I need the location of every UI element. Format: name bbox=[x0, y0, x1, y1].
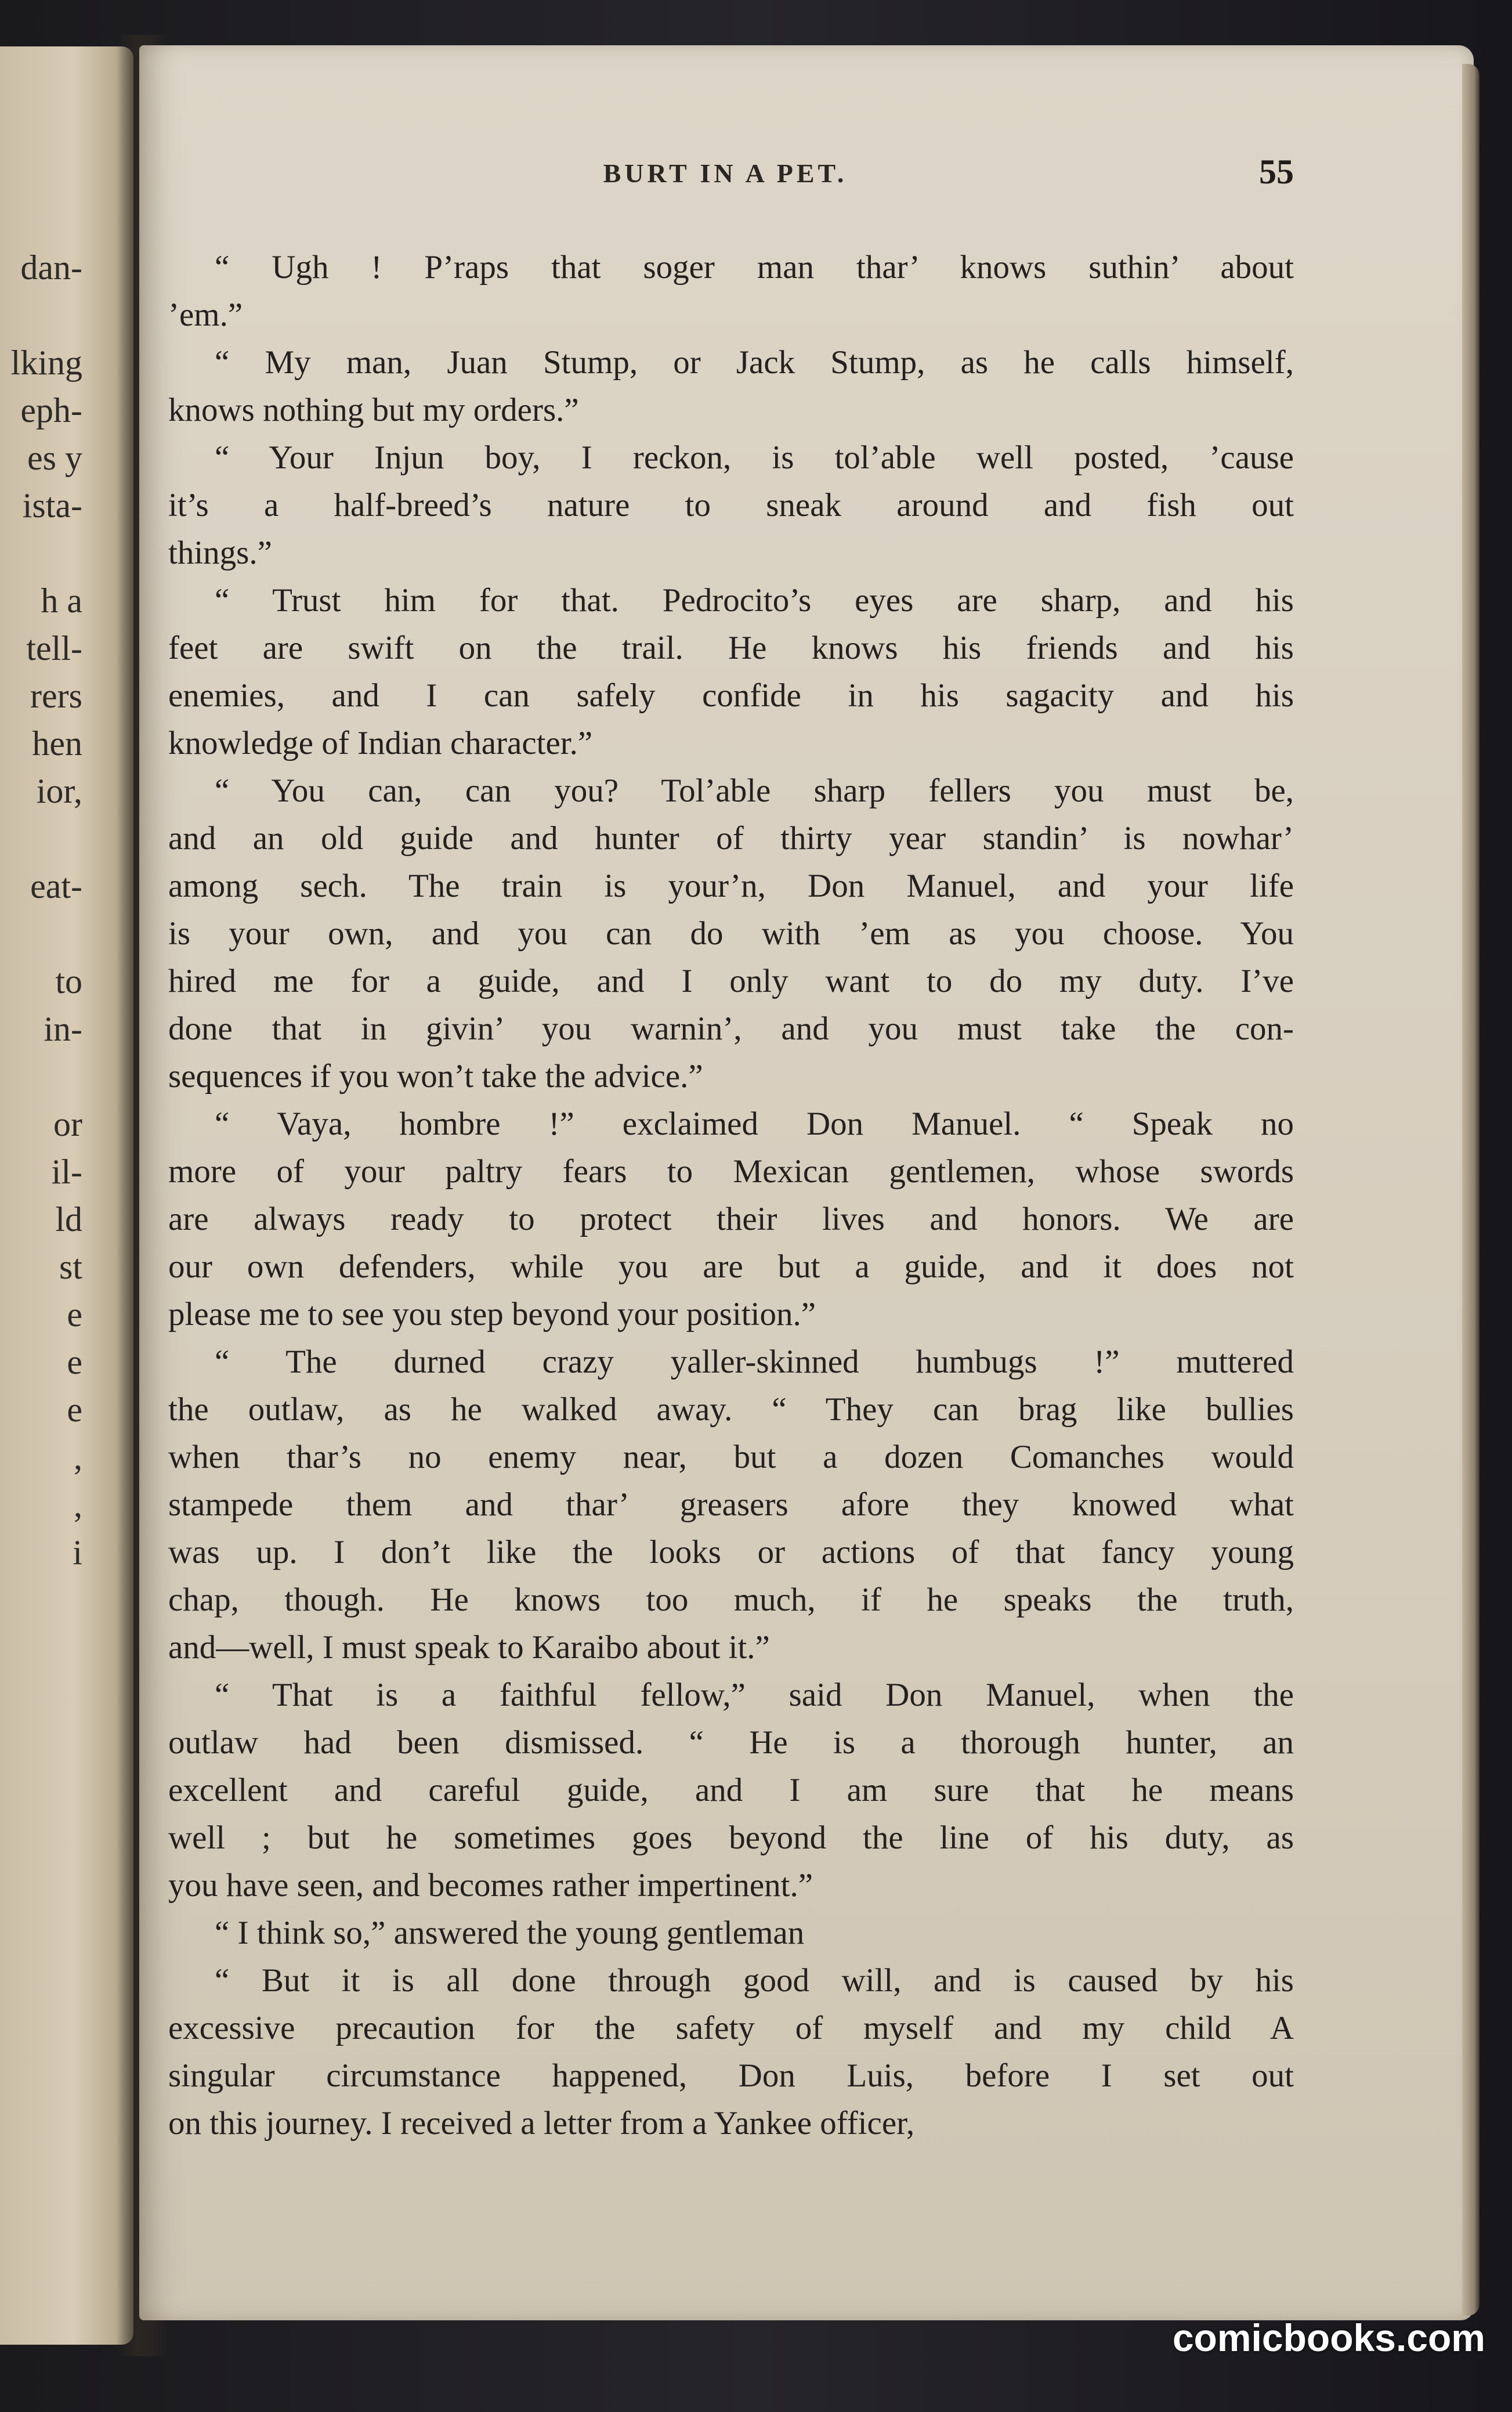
text-line: more of your paltry fears to Mexican gentlemen, whose swords bbox=[168, 1153, 1294, 1190]
page-number: 55 bbox=[1259, 153, 1294, 191]
text-line: excellent and careful guide, and I am sure that he means bbox=[168, 1772, 1294, 1808]
text-line: the outlaw, as he walked away. “ They can brag like bullies bbox=[168, 1391, 1294, 1428]
left-page-fragment: lking bbox=[10, 344, 82, 382]
left-page-fragment: e bbox=[67, 1343, 82, 1381]
text-line: “ The durned crazy yaller-skinned humbugs !” muttered bbox=[215, 1344, 1294, 1380]
left-page-fragment: tell- bbox=[26, 629, 82, 667]
text-line: it’s a half-breed’s nature to sneak around and fish out bbox=[168, 487, 1294, 523]
left-page-fragment bbox=[0, 910, 116, 958]
text-line: on this journey. I received a letter from a Yankee officer, bbox=[168, 2105, 915, 2142]
left-page-fragment bbox=[0, 291, 116, 339]
left-page-fragment: e bbox=[67, 1391, 82, 1429]
text-line: “ That is a faithful fellow,” said Don Manuel, when the bbox=[215, 1677, 1294, 1713]
text-line: is your own, and you can do with ’em as you choose. You bbox=[168, 915, 1294, 952]
left-page-fragment bbox=[0, 1053, 116, 1100]
left-page-fragment: h a bbox=[41, 582, 82, 620]
left-page-fragment: dan- bbox=[20, 248, 82, 287]
text-line: “ Trust him for that. Pedrocito’s eyes are sharp, and his bbox=[215, 582, 1294, 619]
left-page-fragment: st bbox=[59, 1248, 82, 1286]
text-line: our own defenders, while you are but a guide, and it does not bbox=[168, 1248, 1294, 1285]
text-line: “ My man, Juan Stump, or Jack Stump, as he calls himself, bbox=[215, 344, 1294, 381]
text-line: please me to see you step beyond your position.” bbox=[168, 1296, 816, 1333]
text-line: “ You can, can you? Tol’able sharp fellers you must be, bbox=[215, 772, 1294, 809]
left-page-fragment: i bbox=[73, 1533, 82, 1572]
text-line: sequences if you won’t take the advice.” bbox=[168, 1058, 703, 1095]
page-body-text bbox=[168, 244, 1294, 2147]
text-line: singular circumstance happened, Don Luis, before I set out bbox=[168, 2057, 1294, 2094]
left-page-fragment bbox=[0, 815, 116, 862]
running-head-title: BURT IN A PET. bbox=[603, 158, 848, 188]
page-edge bbox=[1462, 64, 1480, 2316]
left-page-text-fragments bbox=[0, 244, 116, 1576]
left-page-fragment: il- bbox=[51, 1153, 82, 1191]
comicbooks-watermark: comicbooks.com bbox=[1172, 2316, 1485, 2359]
text-line: when thar’s no enemy near, but a dozen Comanches would bbox=[168, 1439, 1294, 1475]
text-line: stampede them and thar’ greasers afore they knowed what bbox=[168, 1486, 1294, 1523]
text-line: was up. I don’t like the looks or actions of that fancy young bbox=[168, 1534, 1294, 1570]
text-line: and—well, I must speak to Karaibo about it.” bbox=[168, 1629, 770, 1666]
text-line: chap, though. He knows too much, if he speaks the truth, bbox=[168, 1581, 1294, 1618]
text-line: “ But it is all done through good will, and is caused by his bbox=[215, 1962, 1294, 1999]
text-line: well ; but he sometimes goes beyond the line of his duty, as bbox=[168, 1819, 1294, 1856]
left-page-fragment: e bbox=[67, 1295, 82, 1334]
text-line: knows nothing but my orders.” bbox=[168, 392, 579, 428]
text-line: “ Vaya, hombre !” exclaimed Don Manuel. “ Speak no bbox=[215, 1106, 1294, 1142]
left-page-fragment: rers bbox=[30, 677, 82, 715]
left-page-fragment: or bbox=[53, 1105, 82, 1143]
text-line: are always ready to protect their lives and honors. We are bbox=[168, 1201, 1294, 1237]
text-line: excessive precaution for the safety of myself and my child A bbox=[168, 2010, 1294, 2046]
text-line: things.” bbox=[168, 535, 272, 571]
text-line: ’em.” bbox=[168, 297, 243, 333]
text-line: “ I think so,” answered the young gentleman bbox=[215, 1915, 805, 1951]
text-line: you have seen, and becomes rather impertinent.” bbox=[168, 1867, 813, 1904]
left-page-fragment: es y bbox=[27, 439, 82, 477]
text-line: hired me for a guide, and I only want to do my duty. I’ve bbox=[168, 963, 1294, 999]
text-line: feet are swift on the trail. He knows his friends and his bbox=[168, 630, 1294, 666]
left-page-fragment: eph- bbox=[20, 391, 82, 429]
text-line: enemies, and I can safely confide in his sagacity and his bbox=[168, 677, 1294, 714]
left-page-fragment: , bbox=[74, 1486, 82, 1524]
left-page-fragment bbox=[0, 529, 116, 577]
left-page-fragment: ld bbox=[55, 1200, 82, 1239]
left-page-fragment: to bbox=[55, 962, 82, 1001]
facing-left-page bbox=[0, 46, 133, 2345]
text-line: “ Your Injun boy, I reckon, is tol’able well posted, ’cause bbox=[215, 439, 1294, 476]
left-page-fragment: in- bbox=[44, 1010, 82, 1048]
left-page-fragment: hen bbox=[32, 724, 82, 763]
text-line: among sech. The train is your’n, Don Manuel, and your life bbox=[168, 868, 1294, 904]
text-line: “ Ugh ! P’raps that soger man thar’ knows suthin’ about bbox=[215, 249, 1294, 286]
text-line: outlaw had been dismissed. “ He is a thorough hunter, an bbox=[168, 1724, 1294, 1761]
text-line: knowledge of Indian character.” bbox=[168, 725, 593, 761]
left-page-fragment: ista- bbox=[22, 486, 82, 525]
left-page-fragment: eat- bbox=[30, 867, 82, 905]
text-line: done that in givin’ you warnin’, and you must take the con- bbox=[168, 1010, 1294, 1047]
left-page-fragment: ior, bbox=[36, 772, 82, 810]
text-line: and an old guide and hunter of thirty year standin’ is nowhar’ bbox=[168, 820, 1294, 857]
left-page-fragment: , bbox=[74, 1438, 82, 1476]
